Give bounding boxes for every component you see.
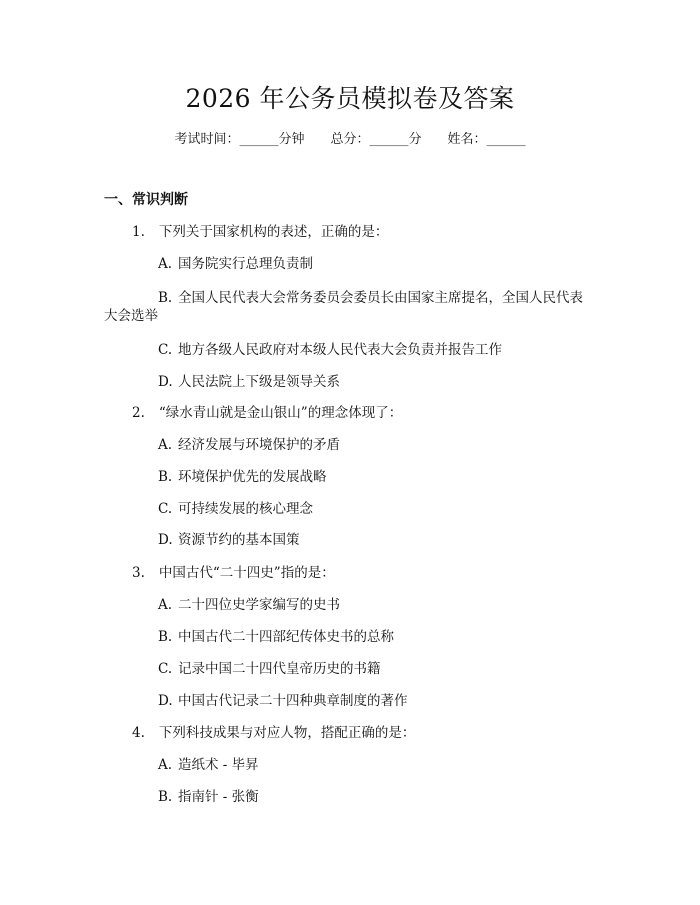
option-letter: B. [158, 629, 173, 645]
question-3 [132, 563, 335, 583]
option-1d [158, 372, 340, 392]
question-2 [132, 403, 402, 423]
question-text: “绿水青山就是金山银山”的理念体现了： [158, 405, 403, 421]
option-letter: D. [158, 532, 173, 548]
option-letter: C. [158, 501, 173, 517]
option-text: 环境保护优先的发展战略 [178, 469, 327, 485]
option-1c [158, 340, 502, 360]
option-4b [158, 787, 259, 807]
option-3a [158, 595, 340, 615]
option-text: 造纸术 - 毕昇 [178, 757, 259, 773]
question-number: 1. [132, 224, 145, 240]
question-4 [132, 723, 415, 743]
option-4a [158, 755, 259, 775]
option-text: 人民法院上下级是领导关系 [178, 374, 340, 390]
option-text: 中国古代二十四部纪传体史书的总称 [178, 629, 394, 645]
option-2c [158, 499, 313, 519]
option-letter: A. [158, 256, 173, 272]
option-2d [158, 530, 300, 550]
question-number: 4. [132, 725, 145, 741]
question-1 [132, 222, 388, 242]
option-letter: A. [158, 597, 173, 613]
question-text: 下列科技成果与对应人物，搭配正确的是： [158, 725, 416, 741]
option-letter: D. [158, 693, 173, 709]
option-1a [158, 254, 313, 274]
option-3b [158, 627, 394, 647]
option-text: 可持续发展的核心理念 [178, 501, 313, 517]
option-1b [158, 288, 583, 308]
option-letter: B. [158, 789, 173, 805]
question-number: 2. [132, 405, 145, 421]
option-letter: C. [158, 661, 173, 677]
section-heading: 一、常识判断 [104, 192, 188, 208]
option-3d [158, 691, 408, 711]
exam-time-label: 考试时间：______分钟 [174, 132, 305, 147]
name-label: 姓名：______ [447, 132, 526, 147]
option-text: 资源节约的基本国策 [178, 532, 300, 548]
option-text: 中国古代记录二十四种典章制度的著作 [178, 693, 408, 709]
question-number: 3. [132, 565, 145, 581]
option-text: 国务院实行总理负责制 [178, 256, 313, 272]
page-title: 2026 年公务员模拟卷及答案 [185, 84, 515, 113]
exam-meta [0, 130, 700, 150]
question-text: 中国古代“二十四史”指的是： [158, 565, 335, 581]
option-text: 全国人民代表大会常务委员会委员长由国家主席提名，全国人民代表 [178, 290, 583, 306]
option-letter: D. [158, 374, 173, 390]
question-text: 下列关于国家机构的表述，正确的是： [158, 224, 389, 240]
option-text: 指南针 - 张衡 [178, 789, 259, 805]
option-letter: A. [158, 757, 173, 773]
option-3c [158, 659, 381, 679]
option-letter: C. [158, 342, 173, 358]
option-2a [158, 435, 340, 455]
option-1b-continuation: 大会选举 [104, 308, 158, 324]
option-letter: A. [158, 437, 173, 453]
option-letter: B. [158, 469, 173, 485]
option-text: 地方各级人民政府对本级人民代表大会负责并报告工作 [178, 342, 502, 358]
option-text: 经济发展与环境保护的矛盾 [178, 437, 340, 453]
option-2b [158, 467, 327, 487]
option-text: 记录中国二十四代皇帝历史的书籍 [178, 661, 381, 677]
total-score-label: 总分：______分 [330, 132, 422, 147]
option-letter: B. [158, 290, 173, 306]
option-text: 二十四位史学家编写的史书 [178, 597, 340, 613]
